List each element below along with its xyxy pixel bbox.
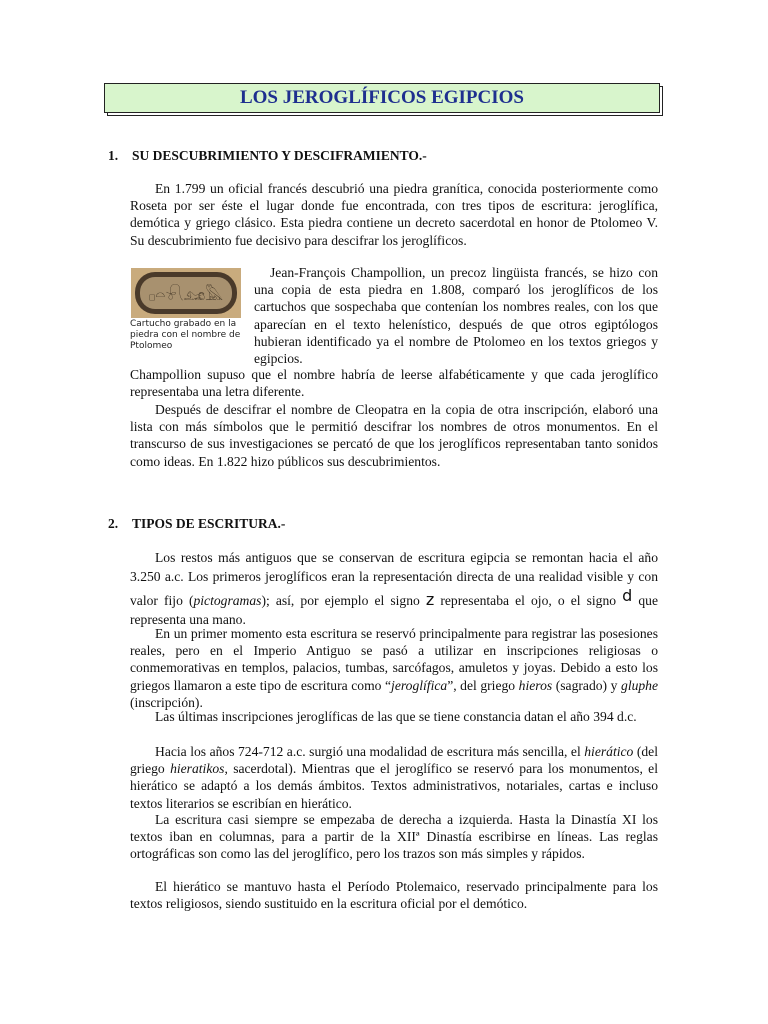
jeroglifica-term: jeroglífica — [391, 677, 448, 693]
section-1-paragraph-1: En 1.799 un oficial francés descubrió una piedra granítica, conocida posteriormente como Roseta por ser éste el lugar donde fue encontrada, con tres tipos de escritura: jeroglífica, demótica y griego clásico. Esta piedra contiene un decreto sacerdotal en honor de Ptolomeo V. Su descubrimiento fue decisivo para descifrar los jeroglíficos. — [130, 181, 658, 248]
section-1-heading — [108, 148, 427, 164]
hand-sign-glyph: d — [622, 586, 633, 605]
hieros-term: hieros — [518, 677, 553, 693]
section-2-paragraph-4: Hacia los años 724-712 a.c. surgió una modalidad de escritura más sencilla, el hierático (del griego hieratikos, sacerdotal). Mientras que el jeroglífico se reservó para los monumentos, el hierático se adaptó a los demás ámbitos. Textos administrativos, notariales, cartas e incluso textos literarios se escribían en hierático. — [130, 744, 658, 811]
section-1-title: SU DESCUBRIMIENTO Y DESCIFRAMIENTO.- — [132, 148, 427, 163]
section-2-heading — [108, 516, 285, 532]
gluphe-term: gluphe — [621, 677, 659, 693]
section-2-paragraph-1: Los restos más antiguos que se conservan de escritura egipcia se remontan hacia el año 3.250 a.c. Los primeros jeroglíficos eran la representación directa de una realidad visible y con valor fijo (pictogramas); así, por ejemplo el signo z representaba el ojo, o el signo d que representa una mano. — [130, 550, 658, 627]
hieratico-term: hierático — [584, 744, 634, 759]
cartouche-image — [131, 268, 241, 318]
image-caption: Cartucho grabado en la piedra con el nombre de Ptolomeo — [130, 319, 241, 351]
cartouche-signs: 𓊪𓏏𓍯𓃭𓅓 — [148, 285, 224, 304]
section-1-number: 1. — [108, 148, 119, 163]
page-title: LOS JEROGLÍFICOS EGIPCIOS — [239, 87, 525, 108]
section-2-paragraph-6: El hierático se mantuvo hasta el Período Ptolemaico, reservado principalmente para los textos religiosos, siendo sustituido en la escritura oficial por el demótico. — [130, 879, 658, 912]
pictogramas-term: pictogramas — [193, 593, 262, 608]
section-1-paragraph-3: Después de descifrar el nombre de Cleopatra en la copia de otra inscripción, elaboró una lista con más símbolos que le permitió descifrar los nombres de otros monumentos. En el transcurso de sus investigaciones se percató de que los jeroglíficos representaban tanto sonidos como ideas. En 1.822 hizo públicos sus descubrimientos. — [130, 402, 658, 469]
section-2-paragraph-2: En un primer momento esta escritura se reservó principalmente para registrar las posesiones reales, pero en el Imperio Antiguo se pasó a utilizar en inscripciones religiosas o conmemorativas en templos, palacios, tumbas, sarcófagos, amuletos y joyas. Debido a esto los griegos llamaron a este tipo de escritura como “jeroglífica”, del griego hieros (sagrado) y gluphe (inscripción). — [130, 626, 659, 710]
section-1-paragraph-2: Jean-François Champollion, un precoz lingüista francés, se hizo con una copia de esta piedra en 1.808, comparó los jeroglíficos de los cartuchos que sospechaba que contenían los nombres reales, con los que aparecían en el texto helenístico, después de que otros egiptólogos hubieran identificado ya el nombre de Ptolomeo en los textos griegos y egipcios. — [254, 265, 658, 367]
title-box — [104, 83, 660, 113]
section-1-paragraph-2-tail: Champollion supuso que el nombre habría de leerse alfabéticamente y que cada jeroglífico representaba una letra diferente. — [130, 367, 658, 400]
hieratikos-term: hieratikos — [170, 761, 225, 777]
section-2-paragraph-3: Las últimas inscripciones jeroglíficas de las que se tiene constancia datan el año 394 d.c. — [155, 709, 637, 724]
section-2-paragraph-5: La escritura casi siempre se empezaba de derecha a izquierda. Hasta la Dinastía XI los textos iban en columnas, para a partir de la XIIª Dinastía escribirse en líneas. Las reglas ortográficas son como las del jeroglífico, pero los trazos son más simples y rápidos. — [130, 812, 658, 862]
eye-sign-glyph: z — [425, 590, 435, 609]
section-2-title: TIPOS DE ESCRITURA.- — [132, 516, 286, 531]
section-2-number: 2. — [108, 516, 119, 531]
